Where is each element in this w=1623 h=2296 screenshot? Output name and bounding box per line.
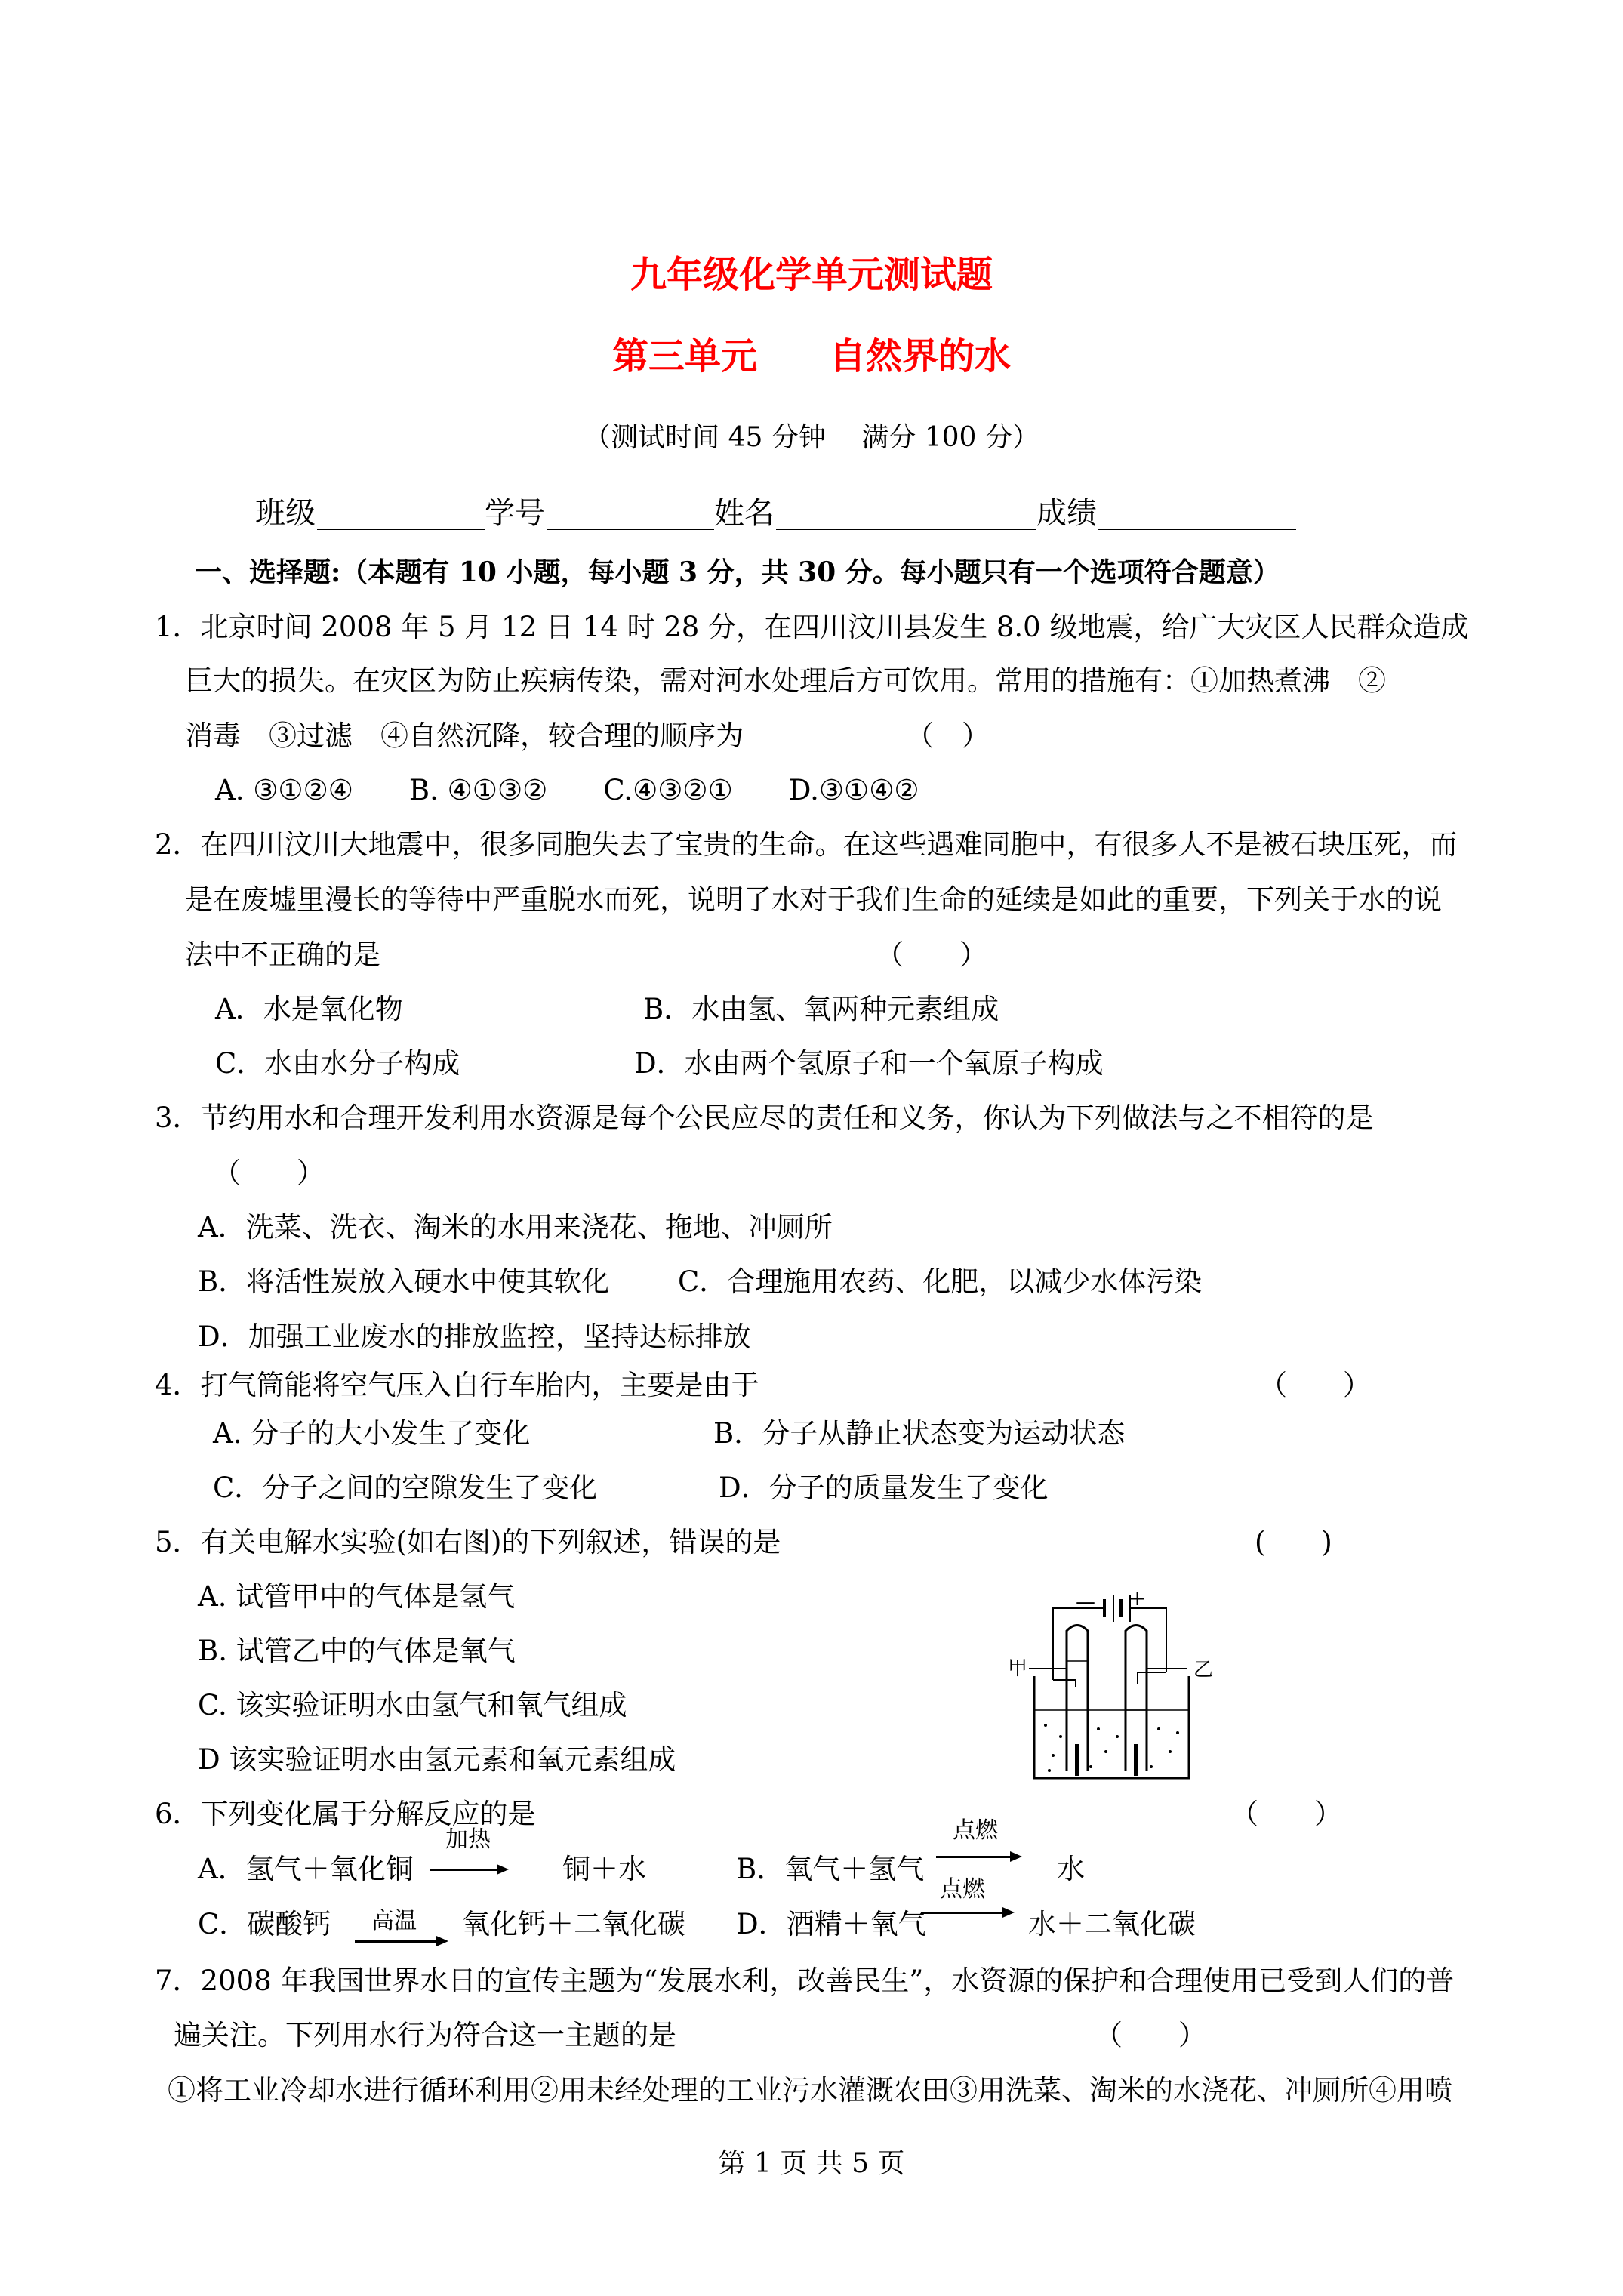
q5-answer-paren[interactable]: ( ) (1255, 1526, 1332, 1558)
q2-answer-paren[interactable]: （ ） (876, 938, 987, 971)
q6-option-b-right: 水 (1057, 1853, 1085, 1885)
q4-option-d: D．分子的质量发生了变化 (719, 1472, 1049, 1504)
battery-minus-sign: — (1076, 1591, 1095, 1613)
q6-option-c-right: 氧化钙＋二氧化碳 (462, 1908, 685, 1940)
class-blank[interactable] (317, 529, 485, 530)
q3-option-a: A．洗菜、洗衣、淘米的水用来浇花、拖地、冲厕所 (198, 1211, 833, 1244)
q4-answer-paren[interactable]: （ ） (1259, 1369, 1371, 1401)
q1-line3: 消毒 ③过滤 ④自然沉降，较合理的顺序为 (185, 720, 744, 752)
tube-yi-label: 乙 (1193, 1659, 1214, 1681)
q1-line2: 巨大的损失。在灾区为防止疾病传染，需对河水处理后方可饮用。常用的措施有：①加热煮沸 ② (185, 664, 1386, 697)
q6-line1: 6．下列变化属于分解反应的是 (155, 1798, 536, 1830)
q4-option-b: B．分子从静止状态变为运动状态 (713, 1417, 1126, 1450)
q6-option-a-arrow (430, 1869, 506, 1871)
page-footer: 第 1 页 共 5 页 (718, 2148, 905, 2179)
name-label: 姓名 (714, 496, 775, 531)
score-label: 成绩 (1036, 496, 1097, 531)
q5-line1: 5．有关电解水实验(如右图)的下列叙述，错误的是 (155, 1526, 781, 1558)
q7-answer-paren[interactable]: （ ） (1095, 2019, 1206, 2051)
q4-line1: 4．打气筒能将空气压入自行车胎内，主要是由于 (155, 1369, 759, 1401)
q3-option-b: B．将活性炭放入硬水中使其软化 (198, 1265, 610, 1298)
q5-option-a: A. 试管甲中的气体是氢气 (198, 1580, 516, 1613)
unit-title: 第三单元 自然界的水 (611, 335, 1011, 378)
section-heading: 一、选择题:（本题有 10 小题，每小题 3 分，共 30 分。每小题只有一个选项符合题意） (195, 556, 1280, 588)
q6-option-b-arrow (936, 1856, 1019, 1858)
q6-option-d-right: 水＋二氧化碳 (1028, 1908, 1196, 1940)
q5-option-b: B. 试管乙中的气体是氧气 (198, 1635, 516, 1667)
q2-option-d: D．水由两个氢原子和一个氧原子构成 (634, 1047, 1104, 1080)
q2-line3: 法中不正确的是 (185, 938, 380, 971)
q2-option-a: A．水是氧化物 (215, 993, 403, 1025)
q6-answer-paren[interactable]: （ ） (1230, 1798, 1342, 1830)
q2-line2: 是在废墟里漫长的等待中严重脱水而死，说明了水对于我们生命的延续是如此的重要，下列关于水的说 (185, 883, 1442, 916)
q3-line1: 3．节约用水和合理开发利用水资源是每个公民应尽的责任和义务，你认为下列做法与之不相符的是 (155, 1102, 1374, 1134)
q6-option-d-condition: 点燃 (940, 1876, 985, 1903)
battery-plus-sign: + (1129, 1586, 1147, 1610)
q6-option-b-condition: 点燃 (953, 1817, 998, 1844)
q1-answer-paren[interactable]: （ ） (906, 720, 990, 752)
q3-answer-paren[interactable]: （ ） (213, 1157, 325, 1189)
number-blank[interactable] (547, 529, 714, 530)
q3-option-d: D．加强工业废水的排放监控，坚持达标排放 (198, 1321, 751, 1353)
q2-option-c: C．水由水分子构成 (215, 1047, 460, 1080)
q6-option-c-left: C．碳酸钙 (198, 1908, 331, 1940)
number-label: 学号 (485, 496, 545, 531)
q6-option-b-left: B．氧气＋氢气 (736, 1853, 925, 1885)
q4-option-a: A. 分子的大小发生了变化 (213, 1417, 531, 1450)
tube-jia-label: 甲 (1008, 1657, 1028, 1680)
q2-option-b: B．水由氢、氧两种元素组成 (643, 993, 999, 1025)
exam-title: 九年级化学单元测试题 (630, 254, 993, 296)
q6-option-a-left: A．氢气＋氧化铜 (198, 1853, 414, 1885)
q5-option-c: C. 该实验证明水由氢气和氧气组成 (198, 1689, 627, 1721)
time-info: （测试时间 45 分钟 满分 100 分） (584, 422, 1039, 453)
q2-line1: 2．在四川汶川大地震中，很多同胞失去了宝贵的生命。在这些遇难同胞中，有很多人不是被石块压死，而 (155, 828, 1458, 861)
q6-option-d-arrow (921, 1912, 1012, 1914)
q6-option-a-right: 铜＋水 (562, 1853, 646, 1885)
electrolysis-figure (1008, 1578, 1234, 1789)
score-blank[interactable] (1098, 529, 1296, 530)
q7-line1: 7．2008 年我国世界水日的宣传主题为“发展水利，改善民生”，水资源的保护和合理使用已受到人们的普 (155, 1965, 1455, 1997)
q1-line1: 1．北京时间 2008 年 5 月 12 日 14 时 28 分，在四川汶川县发生 8.0 级地震，给广大灾区人民群众造成 (155, 611, 1469, 643)
q1-options: A. ③①②④ B. ④①③② C.④③②① D.③①④② (215, 774, 919, 806)
q6-option-d-left: D．酒精＋氧气 (736, 1908, 926, 1940)
q6-option-c-condition: 高温 (371, 1908, 417, 1934)
q3-option-c: C．合理施用农药、化肥，以减少水体污染 (678, 1265, 1203, 1298)
q5-option-d: D 该实验证明水由氢元素和氧元素组成 (198, 1743, 676, 1776)
q6-option-c-arrow (355, 1940, 445, 1943)
q4-option-c: C．分子之间的空隙发生了变化 (213, 1472, 598, 1504)
q7-line2: 遍关注。下列用水行为符合这一主题的是 (174, 2019, 676, 2051)
q7-line3: ①将工业冷却水进行循环利用②用未经处理的工业污水灌溉农田③用洗菜、淘米的水浇花、冲厕所④用喷 (168, 2074, 1452, 2106)
name-blank[interactable] (776, 529, 1036, 530)
class-label: 班级 (255, 496, 316, 531)
q6-option-a-condition: 加热 (445, 1826, 491, 1853)
